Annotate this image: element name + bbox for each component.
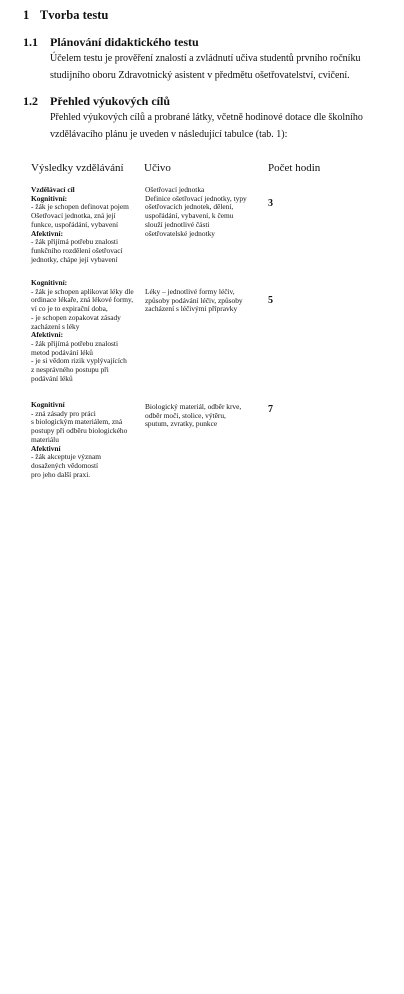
results-line: jednotky, chápe její vybavení — [31, 254, 118, 264]
table-border-right — [0, 349, 1, 697]
results-line: Kognitivní — [31, 400, 65, 409]
results-line: ordinace lékaře, zná lékové formy, — [31, 295, 134, 305]
content-line: ošetřovacích jednotek, dělení, — [145, 202, 234, 212]
results-line: Afektivní: — [31, 330, 64, 340]
section-number: 1.2 — [23, 94, 38, 108]
chapter-heading — [23, 8, 108, 23]
section-title: Plánování didaktického testu — [50, 35, 199, 49]
results-line: - žák přijímá potřebu znalosti — [31, 237, 119, 247]
results-line: dosažených vědomostí — [31, 460, 99, 470]
table-border-left — [0, 1, 1, 349]
results-line: zacházení s léky — [31, 321, 80, 331]
table-column-divider-1 — [0, 698, 1, 994]
row-1-content — [145, 186, 247, 238]
chapter-number: 1 — [23, 8, 30, 22]
row-1-hours: 3 — [268, 198, 273, 209]
section-heading-1-1 — [23, 35, 199, 50]
row-1-results — [31, 186, 129, 264]
results-line: Kognitivní: — [31, 193, 68, 203]
results-line: - je schopen zopakovat zásady — [31, 312, 121, 322]
results-line: ví co je to expirační doba, — [31, 304, 108, 314]
results-line: funkčního rozdělení ošetřovací — [31, 245, 123, 255]
content-line: ošetřovatelské jednotky — [145, 228, 215, 238]
results-line: - žák akceptuje význam — [31, 452, 101, 462]
table-header-divider — [0, 697, 362, 698]
table-header-hours: Počet hodin — [268, 162, 321, 174]
content-line: zacházení s léčivými přípravky — [145, 304, 238, 314]
results-line: Ošetřovací jednotka, zná její — [31, 211, 116, 221]
content-line: slouží jednotlivé části — [145, 219, 210, 229]
row-2-results — [31, 279, 134, 383]
content-line: odběr moči, stolice, výtěru, — [145, 410, 226, 420]
paragraph-line: vzdělávacího plánu je uveden v následující tabulce (tab. 1): — [50, 129, 288, 140]
results-line: Vzdělávací cíl — [31, 185, 75, 194]
section-number: 1.1 — [23, 35, 38, 49]
results-line: podávání léků — [31, 373, 73, 383]
results-line: Kognitivní: — [31, 278, 68, 287]
row-2-content — [145, 288, 243, 314]
results-line: - žák přijímá potřebu znalosti — [31, 338, 119, 348]
content-line: Léky – jednotlivé formy léčiv, — [145, 287, 235, 296]
content-line: způsoby podávání léčiv, způsoby — [145, 295, 243, 305]
results-line: materiálu — [31, 434, 59, 444]
results-line: s biologickým materiálem, zná — [31, 417, 123, 427]
results-line: - je si vědom rizik vyplývajících — [31, 356, 127, 366]
section-1-1-paragraph — [50, 50, 380, 84]
table-header-content: Učivo — [144, 162, 171, 174]
results-line: postupy při odběru biologického — [31, 426, 128, 436]
content-line: Biologický materiál, odběr krve, — [145, 402, 242, 411]
section-1-2-paragraph — [50, 109, 380, 143]
results-line: z nesprávného postupu při — [31, 365, 109, 375]
paragraph-line: studijního oboru Zdravotnický asistent v předmětu ošetřovatelství, cvičení. — [50, 70, 350, 81]
content-line: uspořádání, vybavení, k čemu — [145, 211, 234, 221]
section-title: Přehled výukových cílů — [50, 94, 171, 108]
results-line: Afektivní — [31, 443, 61, 453]
content-line: sputum, zvratky, punkce — [145, 419, 218, 429]
row-2-hours: 5 — [268, 295, 273, 306]
results-line: Afektivní: — [31, 228, 64, 238]
results-line: - žák je schopen definovat pojem — [31, 202, 129, 212]
results-line: metod podávání léků — [31, 347, 93, 357]
content-line: Definice ošetřovací jednotky, typy — [145, 193, 247, 203]
results-line: - žák je schopen aplikovat léky dle — [31, 286, 134, 296]
table-border-top — [0, 0, 362, 1]
results-line: - zná zásady pro práci — [31, 408, 96, 418]
results-line: funkce, uspořádání, vybavení — [31, 219, 119, 229]
content-line: Ošetřovací jednotka — [145, 185, 205, 194]
row-3-results — [31, 401, 127, 479]
table-header-results: Výsledky vzdělávání — [31, 162, 124, 174]
row-3-content — [145, 403, 241, 429]
paragraph-line: Účelem testu je prověření znalostí a zvládnutí učiva studentů prvního ročníku — [50, 53, 361, 64]
paragraph-line: Přehled výukových cílů a probrané látky, včetně hodinové dotace dle školního — [50, 112, 363, 123]
chapter-title: Tvorba testu — [39, 8, 109, 22]
section-heading-1-2 — [23, 94, 170, 109]
row-3-hours: 7 — [268, 404, 273, 415]
results-line: pro jeho další praxi. — [31, 469, 91, 479]
